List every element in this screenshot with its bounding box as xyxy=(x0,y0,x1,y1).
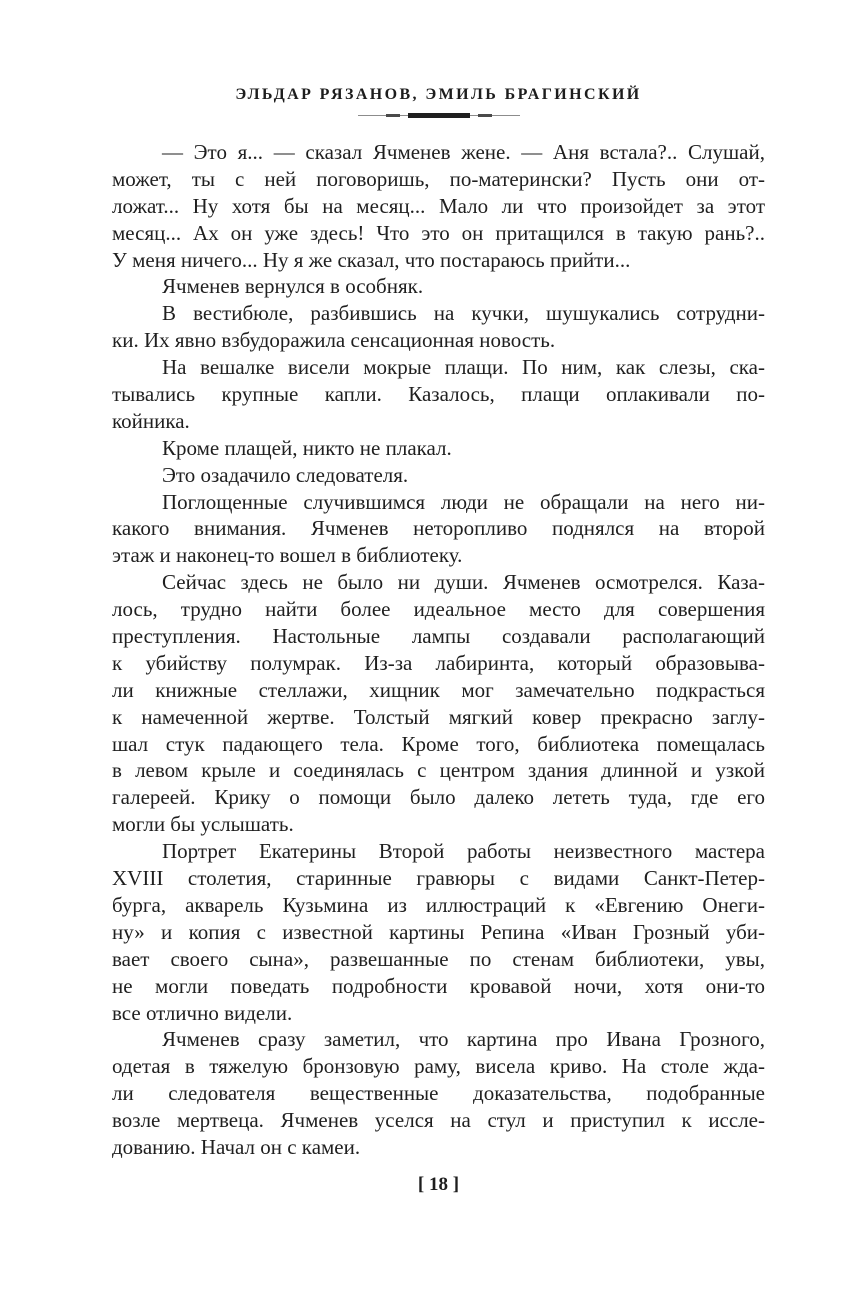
text-line: Портрет Екатерины Второй работы неизвестного мастера xyxy=(162,839,765,864)
text-line: вает своего сына», развешанные по стенам библиотеки, увы, xyxy=(112,946,765,971)
text-line: этаж и наконец-то вошел в библиотеку. xyxy=(112,543,463,568)
divider-right-cap xyxy=(478,114,492,117)
text-line: бурга, акварель Кузьмина из иллюстраций к «Евгению Онеги- xyxy=(112,892,765,917)
text-line: Поглощенные случившимся люди не обращали на него ни- xyxy=(162,489,765,514)
divider-left-cap xyxy=(386,114,400,117)
text-line: месяц... Ах он уже здесь! Что это он притащился в такую рань?.. xyxy=(112,220,765,245)
text-line: Кроме плащей, никто не плакал. xyxy=(162,435,452,460)
text-line: к убийству полумрак. Из-за лабиринта, который образовыва- xyxy=(112,650,765,675)
text-line: койника. xyxy=(112,408,190,433)
divider-center-bar xyxy=(408,113,470,118)
text-line: могли бы услышать. xyxy=(112,812,294,837)
text-line: ложат... Ну хотя бы на месяц... Мало ли что произойдет за этот xyxy=(112,193,765,218)
header-divider xyxy=(112,112,765,118)
text-line: В вестибюле, разбившись на кучки, шушукались сотрудни- xyxy=(162,301,765,326)
text-line: XVIII столетия, старинные гравюры с видами Санкт-Петер- xyxy=(112,866,765,891)
text-line: галереей. Крику о помощи было далеко лететь туда, где его xyxy=(112,785,765,810)
page-number: [ 18 ] xyxy=(417,1174,460,1195)
text-line: У меня ничего... Ну я же сказал, что постараюсь прийти... xyxy=(112,247,631,272)
text-line: На вешалке висели мокрые плащи. По ним, как слезы, ска- xyxy=(162,355,765,380)
text-line: тывались крупные капли. Казалось, плащи оплакивали по- xyxy=(112,382,765,407)
text-line: преступления. Настольные лампы создавали располагающий xyxy=(112,624,765,649)
text-line: Это озадачило следователя. xyxy=(162,462,409,487)
text-line: ли книжные стеллажи, хищник мог замечательно подкрасться xyxy=(112,677,765,702)
divider-rule xyxy=(358,112,520,118)
text-line: — Это я... — сказал Ячменев жене. — Аня встала?.. Слушай, xyxy=(162,140,765,164)
text-line: какого внимания. Ячменев неторопливо поднялся на второй xyxy=(112,516,765,541)
text-line: к намеченной жертве. Толстый мягкий ковер прекрасно заглу- xyxy=(112,704,765,729)
text-line: в левом крыле и соединялась с центром здания длинной и узкой xyxy=(112,758,765,783)
text-line: лось, трудно найти более идеальное место для совершения xyxy=(112,597,765,622)
text-line: ки. Их явно взбудоражила сенсационная новость. xyxy=(112,328,556,353)
text-line: не могли поведать подробности кровавой ночи, хотя они-то xyxy=(112,973,765,998)
running-header-author: ЭЛЬДАР РЯЗАНОВ, ЭМИЛЬ БРАГИНСКИЙ xyxy=(235,86,642,103)
text-line: дованию. Начал он с камеи. xyxy=(112,1134,361,1159)
text-line: может, ты с ней поговоришь, по-матерински? Пусть они от- xyxy=(112,166,765,191)
text-line: одетая в тяжелую бронзовую раму, висела криво. На столе жда- xyxy=(112,1054,765,1079)
text-line: возле мертвеца. Ячменев уселся на стул и приступил к иссле- xyxy=(112,1108,765,1133)
text-line: ли следователя вещественные доказательства, подобранные xyxy=(112,1081,765,1106)
page-text xyxy=(112,139,765,1161)
text-line: Ячменев вернулся в особняк. xyxy=(162,274,424,299)
text-line: все отлично видели. xyxy=(112,1000,293,1025)
text-line: Сейчас здесь не было ни души. Ячменев осмотрелся. Каза- xyxy=(162,570,765,595)
text-line: Ячменев сразу заметил, что картина про Ивана Грозного, xyxy=(162,1027,765,1052)
text-line: ну» и копия с известной картины Репина «Иван Грозный уби- xyxy=(112,919,765,944)
text-line: шал стук падающего тела. Кроме того, библиотека помещалась xyxy=(112,731,765,756)
